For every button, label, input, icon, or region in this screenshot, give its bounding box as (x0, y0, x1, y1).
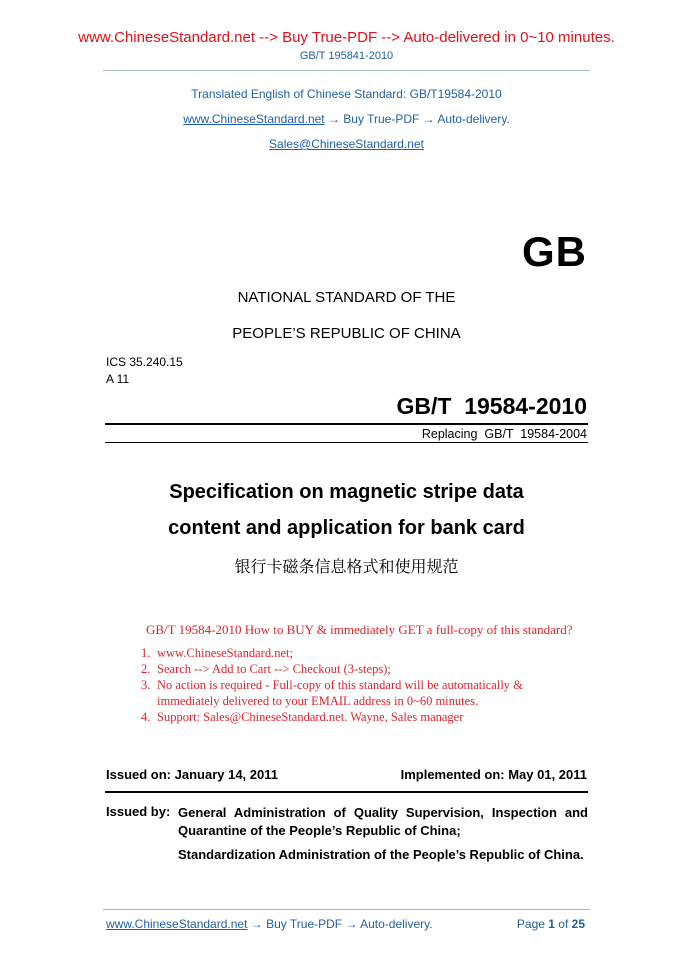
dates-divider (105, 791, 588, 793)
gb-mark: GB (522, 228, 587, 275)
national-line-2: PEOPLE’S REPUBLIC OF CHINA (232, 325, 461, 342)
issuer-org-2: Standardization Administration of the People’s Republic of China. (178, 847, 584, 862)
standard-number: GB/T 19584-2010 (396, 393, 587, 419)
translated-note: Translated English of Chinese Standard: GB/T19584-2010 (191, 87, 502, 101)
ccs-code: A 11 (106, 372, 130, 386)
promo-heading: GB/T 19584-2010 How to BUY & immediately GET a full-copy of this standard? (146, 622, 573, 637)
footer-divider (103, 909, 590, 910)
issued-date: Issued on: January 14, 2011 (106, 767, 278, 782)
email-link[interactable]: Sales@ChineseStandard.net (269, 137, 424, 151)
header-banner: www.ChineseStandard.net --> Buy True-PDF --> Auto-delivered in 0~10 minutes. (78, 29, 615, 46)
title-line-2: content and application for bank card (168, 517, 525, 539)
email-line (0, 137, 693, 151)
issuer-label: Issued by: (106, 804, 171, 819)
national-line-1: NATIONAL STANDARD OF THE (237, 289, 456, 306)
promo-item: 3. No action is required - Full-copy of this standard will be automatically & immediately delivered to your EMAIL address in 0~60 minutes. (141, 678, 523, 708)
page-current: 1 (548, 917, 555, 931)
page-indicator: Page 1 of 25 (516, 917, 585, 931)
issuer-org-1: General Administration of Quality Supervision, Inspection and Quarantine of the People’s Republic of China; (178, 805, 588, 838)
replacing-divider (105, 442, 588, 443)
footer-link[interactable]: www.ChineseStandard.net (106, 917, 248, 931)
promo-item: 2. Search --> Add to Cart --> Checkout (3-steps); (141, 662, 391, 676)
title-chinese: 银行卡磁条信息格式和使用规范 (234, 559, 459, 576)
promo-item: 4. Support: Sales@ChineseStandard.net. Wayne, Sales manager (141, 710, 464, 724)
site-link[interactable]: www.ChineseStandard.net (183, 112, 325, 126)
promo-list (141, 645, 596, 725)
site-line-tail: → Buy True-PDF → Auto-delivery. (324, 112, 510, 126)
implemented-date: Implemented on: May 01, 2011 (400, 767, 587, 782)
header-sub-code: GB/T 195841-2010 (299, 50, 394, 62)
number-divider (105, 423, 588, 425)
footer-tail: → Buy True-PDF → Auto-delivery. (247, 917, 433, 931)
promo-block (141, 622, 596, 725)
page-total: 25 (571, 917, 585, 931)
ics-code: ICS 35.240.15 (106, 355, 183, 369)
site-line (0, 112, 693, 126)
footer-line (106, 917, 433, 931)
replacing-note: Replacing GB/T 19584-2004 (421, 427, 587, 441)
title-line-1: Specification on magnetic stripe data (169, 481, 524, 503)
header-divider (103, 70, 590, 71)
promo-item: 1. www.ChineseStandard.net; (141, 646, 293, 660)
